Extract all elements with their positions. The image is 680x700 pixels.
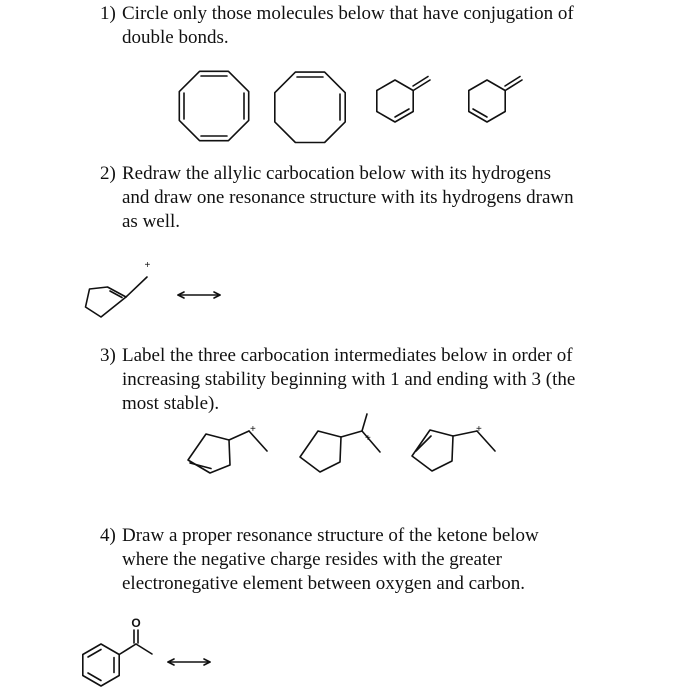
- carbocation-1-plus-sign: +: [250, 424, 256, 435]
- question-4-number: 4): [100, 525, 116, 546]
- allylic-carbocation-structure: [86, 260, 151, 317]
- question-4-line-2: where the negative charge resides with the greater: [122, 549, 502, 570]
- question-3-number: 3): [100, 345, 116, 366]
- question-2-line-1: Redraw the allylic carbocation below with its hydrogens: [122, 163, 551, 184]
- carbocation-intermediate-3: [412, 424, 495, 471]
- carbocation-intermediate-1: [188, 424, 267, 473]
- question-3-line-2: increasing stability beginning with 1 and ending with 3 (the: [122, 369, 576, 390]
- methylene-cyclohexene-conjugated-structure: [377, 77, 430, 123]
- resonance-arrow-q2: [178, 292, 220, 298]
- carbocation-intermediate-2: [300, 414, 380, 472]
- question-4-line-3: electronegative element between oxygen and carbon.: [122, 573, 526, 594]
- question-4-line-1: Draw a proper resonance structure of the ketone below: [122, 525, 539, 546]
- question-2-line-2: and draw one resonance structure with its hydrogens drawn: [122, 187, 574, 208]
- question-1-line-1: Circle only those molecules below that have conjugation of: [122, 3, 574, 24]
- resonance-arrow-q4: [168, 659, 210, 665]
- carbocation-3-plus-sign: +: [476, 424, 482, 435]
- cyclooctadiene-structure: [275, 72, 345, 142]
- question-3-line-1: Label the three carbocation intermediates below in order of: [122, 345, 573, 366]
- question-1-number: 1): [100, 3, 116, 24]
- question-2-number: 2): [100, 163, 116, 184]
- carbocation-2-plus-sign: +: [365, 433, 371, 444]
- ketone-structure: [83, 616, 152, 686]
- oxygen-label: O: [131, 616, 141, 630]
- question-3-line-3: most stable).: [122, 393, 220, 414]
- question-2-line-3: as well.: [122, 211, 181, 232]
- question-1-line-2: double bonds.: [122, 27, 229, 48]
- cyclooctatetraene-structure: [179, 71, 248, 140]
- carbocation-plus-sign: +: [144, 260, 151, 271]
- methylene-cyclohexene-nonconjugated-structure: [469, 77, 522, 123]
